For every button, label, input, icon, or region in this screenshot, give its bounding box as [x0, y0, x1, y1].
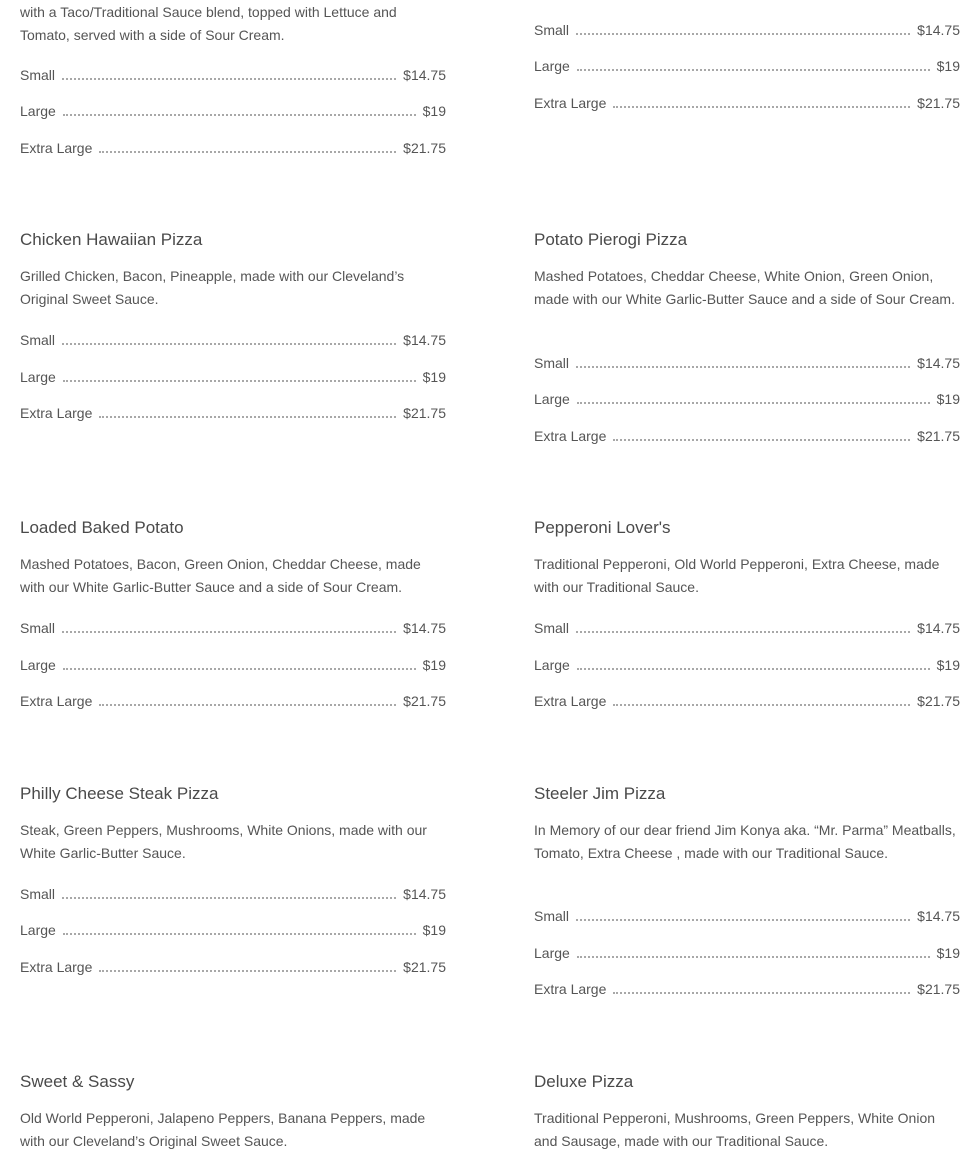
dot-leader: [577, 390, 930, 404]
dot-leader: [63, 656, 416, 670]
item-title: Pepperoni Lover's: [534, 518, 671, 537]
size-label: Extra Large: [534, 428, 607, 444]
item-description: Mashed Potatoes, Cheddar Cheese, White Onion, Green Onion, made with our White Garlic-Butter Sauce and a side of Sour Cream.: [534, 268, 955, 307]
size-label: Extra Large: [20, 693, 93, 709]
item-title: Loaded Baked Potato: [20, 518, 184, 537]
price-row-small: [534, 619, 960, 637]
size-label: Small: [534, 908, 570, 924]
price: $21.75: [917, 95, 960, 111]
price: $14.75: [403, 620, 446, 636]
price: $14.75: [403, 332, 446, 348]
dot-leader: [577, 944, 930, 958]
size-label: Extra Large: [534, 981, 607, 997]
price: $19: [422, 369, 446, 385]
dot-leader: [613, 94, 910, 108]
dot-leader: [99, 692, 396, 706]
size-label: Small: [20, 67, 56, 83]
price: $14.75: [917, 908, 960, 924]
dot-leader: [613, 980, 910, 994]
price-row-small: [534, 21, 960, 39]
size-label: Large: [534, 657, 570, 673]
price: $19: [422, 657, 446, 673]
price-row-large: [534, 390, 960, 408]
price: $21.75: [917, 428, 960, 444]
price-row-large: [20, 656, 446, 674]
dot-leader: [62, 331, 396, 345]
price-row-large: [20, 921, 446, 939]
price-row-large: [534, 656, 960, 674]
price-row-small: [20, 885, 446, 903]
price-row-small: [20, 331, 446, 349]
dot-leader: [99, 404, 396, 418]
price: $21.75: [403, 693, 446, 709]
size-label: Small: [534, 620, 570, 636]
price-row-extra-large: [534, 94, 960, 112]
price-row-small: [534, 354, 960, 372]
dot-leader: [576, 907, 910, 921]
price-row-extra-large: [534, 427, 960, 445]
price: $14.75: [917, 22, 960, 38]
size-label: Small: [534, 22, 570, 38]
size-label: Small: [20, 886, 56, 902]
item-description: Steak, Green Peppers, Mushrooms, White Onions, made with our White Garlic-Butter Sauce.: [20, 822, 427, 861]
price-row-small: [20, 619, 446, 637]
item-title: Steeler Jim Pizza: [534, 784, 666, 803]
dot-leader: [613, 692, 910, 706]
price: $14.75: [917, 620, 960, 636]
price: $21.75: [403, 959, 446, 975]
price-row-large: [20, 368, 446, 386]
price-row-extra-large: [534, 980, 960, 998]
size-label: Large: [534, 391, 570, 407]
price: $21.75: [403, 405, 446, 421]
price-row-extra-large: [534, 692, 960, 710]
size-label: Large: [20, 657, 56, 673]
dot-leader: [63, 102, 416, 116]
size-label: Extra Large: [534, 95, 607, 111]
size-label: Small: [20, 620, 56, 636]
dot-leader: [577, 57, 930, 71]
dot-leader: [63, 921, 416, 935]
dot-leader: [99, 958, 396, 972]
item-description: Grilled Chicken, Bacon, Pineapple, made with our Cleveland’s Original Sweet Sauce.: [20, 268, 405, 307]
price: $14.75: [403, 67, 446, 83]
item-title: Philly Cheese Steak Pizza: [20, 784, 219, 803]
price: $21.75: [917, 981, 960, 997]
dot-leader: [63, 368, 416, 382]
dot-leader: [62, 66, 396, 80]
dot-leader: [576, 354, 910, 368]
dot-leader: [613, 427, 910, 441]
price: $14.75: [917, 355, 960, 371]
price: $19: [936, 58, 960, 74]
price-row-extra-large: [20, 404, 446, 422]
size-label: Small: [20, 332, 56, 348]
size-label: Extra Large: [534, 693, 607, 709]
dot-leader: [99, 139, 396, 153]
size-label: Large: [20, 369, 56, 385]
item-title: Potato Pierogi Pizza: [534, 230, 688, 249]
size-label: Large: [20, 922, 56, 938]
price: $19: [936, 657, 960, 673]
item-description: In Memory of our dear friend Jim Konya aka. “Mr. Parma” Meatballs, Tomato, Extra Cheese , made with our Traditional Sauce.: [534, 822, 956, 861]
size-label: Large: [534, 945, 570, 961]
size-label: Extra Large: [20, 959, 93, 975]
size-label: Extra Large: [20, 140, 93, 156]
price-row-large: [534, 57, 960, 75]
dot-leader: [62, 885, 396, 899]
dot-leader: [577, 656, 930, 670]
dot-leader: [576, 619, 910, 633]
item-description: Old World Pepperoni, Jalapeno Peppers, Banana Peppers, made with our Cleveland’s Original Sweet Sauce.: [20, 1110, 426, 1149]
item-title: Chicken Hawaiian Pizza: [20, 230, 203, 249]
size-label: Large: [534, 58, 570, 74]
price-row-large: [20, 102, 446, 120]
size-label: Small: [534, 355, 570, 371]
item-description: Traditional Pepperoni, Old World Pepperoni, Extra Cheese, made with our Traditional Sauce.: [534, 556, 940, 595]
price-row-extra-large: [20, 958, 446, 976]
item-description: Mashed Potatoes, Bacon, Green Onion, Cheddar Cheese, made with our White Garlic-Butter Sauce and a side of Sour Cream.: [20, 556, 421, 595]
price-row-extra-large: [20, 139, 446, 157]
price-row-large: [534, 944, 960, 962]
item-title: Sweet & Sassy: [20, 1072, 135, 1091]
price: $21.75: [917, 693, 960, 709]
price: $19: [422, 103, 446, 119]
price: $19: [936, 391, 960, 407]
size-label: Extra Large: [20, 405, 93, 421]
price: $21.75: [403, 140, 446, 156]
item-description: with a Taco/Traditional Sauce blend, topped with Lettuce and Tomato, served with a side of Sour Cream.: [20, 4, 397, 43]
price-row-small: [534, 907, 960, 925]
dot-leader: [576, 21, 910, 35]
item-title: Deluxe Pizza: [534, 1072, 634, 1091]
dot-leader: [62, 619, 396, 633]
price-row-extra-large: [20, 692, 446, 710]
price-row-small: [20, 66, 446, 84]
item-description: Traditional Pepperoni, Mushrooms, Green Peppers, White Onion and Sausage, made with our Traditional Sauce.: [534, 1110, 936, 1149]
price: $14.75: [403, 886, 446, 902]
size-label: Large: [20, 103, 56, 119]
price: $19: [422, 922, 446, 938]
price: $19: [936, 945, 960, 961]
